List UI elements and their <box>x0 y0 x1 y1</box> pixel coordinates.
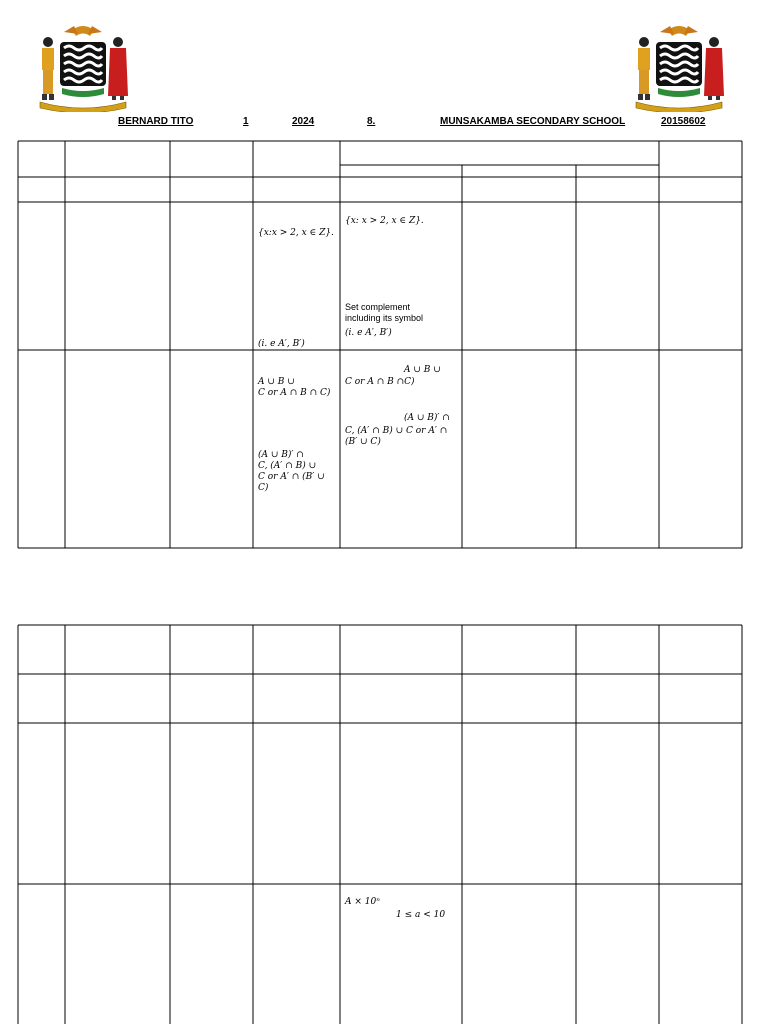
coat-of-arms-right-icon <box>630 22 728 112</box>
school-name: MUNSAKAMBA SECONDARY SCHOOL <box>440 116 626 127</box>
teacher-name: BERNARD TITO <box>118 116 194 127</box>
year: 2024 <box>292 116 315 127</box>
cell-complement-symbol-outcome: (i. e A′, B′) <box>345 328 392 338</box>
cell-union-outcome-line1: A ∪ B ∪ <box>404 365 441 375</box>
cell-standard-form-range: 1 ≤ a < 10 <box>396 910 446 920</box>
coat-of-arms-left-icon <box>34 22 132 112</box>
cell-compound-outcome-line2: C, (A′ ∩ B) ∪ C or A′ ∩ (B′ ∪ C) <box>345 426 448 447</box>
school-code: 20158602 <box>661 116 706 127</box>
cell-set-builder-notation-outcome: {x: x > 2, x ∈ Z}. <box>345 216 424 226</box>
term-number: 1 <box>243 116 249 127</box>
cell-set-builder-notation: {x:x > 2, x ∈ Z}. <box>258 228 334 238</box>
cell-compound-set-expression: (A ∪ B)′ ∩ C, (A′ ∩ B) ∪ C or A′ ∩ (B′ ∪ C) <box>258 450 325 493</box>
cell-union-intersection: A ∪ B ∪ C or A ∩ B ∩ C) <box>258 377 331 398</box>
cell-standard-form: A × 10ⁿ <box>345 897 380 907</box>
cell-set-complement-text: Set complement including its symbol <box>345 302 424 323</box>
cell-union-outcome-line2: C or A ∩ B ∩C) <box>345 377 415 387</box>
cell-compound-outcome-line1: (A ∪ B)′ ∩ <box>404 413 450 423</box>
grade: 8. <box>367 116 376 127</box>
cell-complement-symbol: (i. e A′, B′) <box>258 339 305 349</box>
